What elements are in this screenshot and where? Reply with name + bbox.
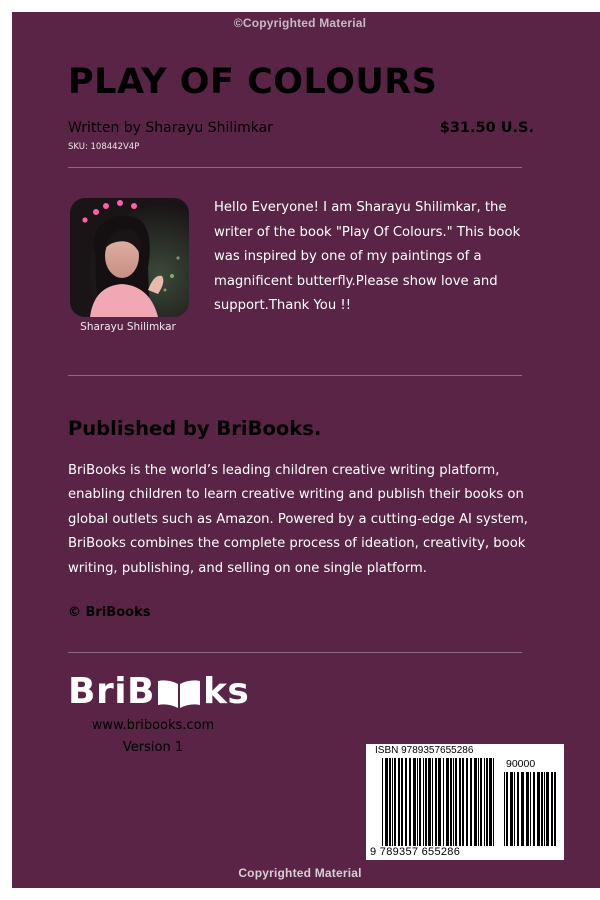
author-photo-caption: Sharayu Shilimkar xyxy=(80,321,176,333)
logo-text-part1: BriB xyxy=(68,671,155,712)
book-version: Version 1 xyxy=(122,740,184,755)
logo-text-part2: ks xyxy=(202,671,250,712)
book-sku: SKU: 108442V4P xyxy=(68,142,140,152)
isbn-barcode xyxy=(366,744,564,860)
publisher-website: www.bribooks.com xyxy=(91,718,215,733)
barcode-digits: 9 789357 655286 xyxy=(370,846,461,858)
book-price: $31.50 U.S. xyxy=(439,120,534,136)
copyright-watermark-top: ©Copyrighted Material xyxy=(233,16,367,30)
book-title: PLAY OF COLOURS xyxy=(68,62,438,102)
barcode-bars xyxy=(366,744,564,860)
publisher-heading: Published by BriBooks. xyxy=(68,417,322,440)
author-photo-image xyxy=(70,198,189,317)
copyright-notice: © BriBooks xyxy=(68,605,151,620)
publisher-description: BriBooks is the world’s leading children creative writing platform, enabling children to learn creative writing and publish their books on global outlets such as Amazon. Powered by a cutting-edge AI system, BriBooks combines the complete process of ideation, creativity, book writing, publishing, and selling on one single platform. xyxy=(68,463,529,576)
author-photo xyxy=(70,198,189,317)
copyright-watermark-bottom: Copyrighted Material xyxy=(238,866,362,880)
divider xyxy=(68,652,522,653)
divider xyxy=(68,167,522,168)
bribooks-logo xyxy=(68,671,249,713)
author-bio: Hello Everyone! I am Sharayu Shilimkar, the writer of the book "Play Of Colours." This book was inspired by one of my paintings of a magnificent butterfly.Please show love and support.Thank You !! xyxy=(214,200,521,313)
isbn-label: ISBN 9789357655286 xyxy=(375,745,474,756)
open-book-icon xyxy=(156,679,202,709)
barcode-addon-number: 90000 xyxy=(506,758,536,770)
divider xyxy=(68,375,522,376)
author-byline: Written by Sharayu Shilimkar xyxy=(68,120,273,136)
